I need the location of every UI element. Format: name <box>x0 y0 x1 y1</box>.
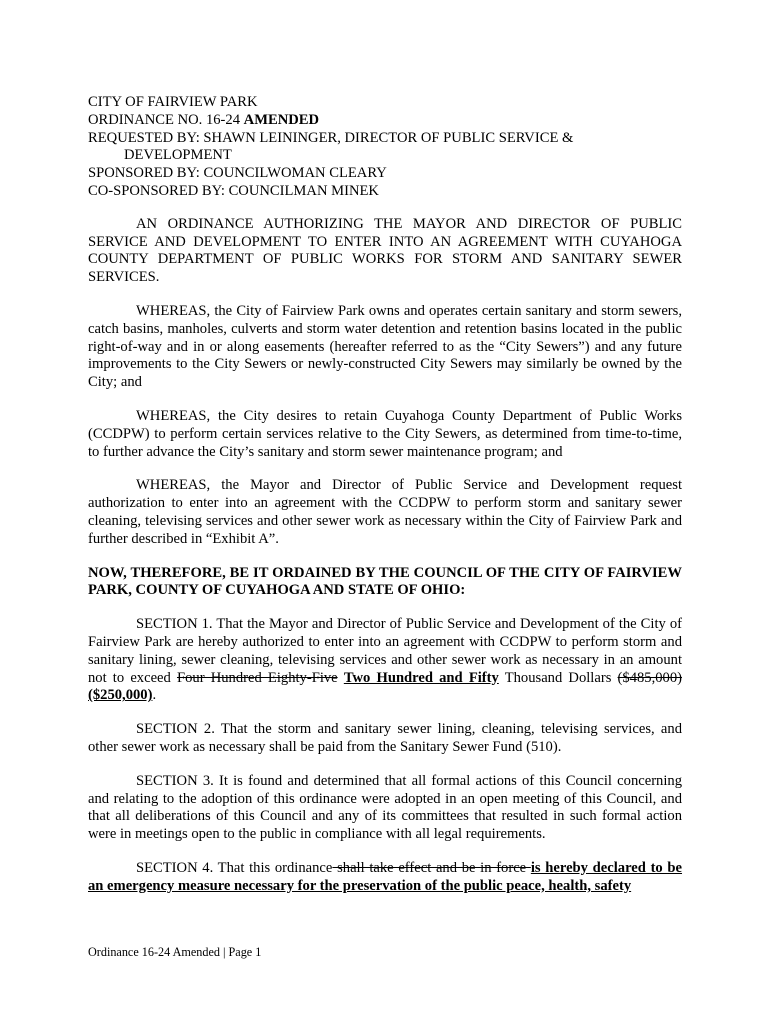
inserted-emergency-clause: is hereby declared to be an emergency measure necessary for the preservation of the public peace, health, safety <box>88 859 683 894</box>
requested-by-continued: DEVELOPMENT <box>124 147 232 164</box>
document-header <box>88 94 682 201</box>
inserted-amount-words: Two Hundred and Fifty <box>343 669 499 686</box>
ordained-clause: NOW, THEREFORE, BE IT ORDAINED BY THE COUNCIL OF THE CITY OF FAIRVIEW PARK, COUNTY OF CUYAHOGA AND STATE OF OHIO: <box>88 564 682 599</box>
page-footer: Ordinance 16-24 Amended | Page 1 <box>88 945 262 959</box>
section-4-text: SECTION 4. That this ordinance <box>136 859 333 876</box>
section-1-text-b: Thousand Dollars <box>498 669 618 686</box>
whereas-paragraph-3: WHEREAS, the Mayor and Director of Public Service and Development request authorization to enter into an agreement with the CCDPW to perform storm and sanitary sewer cleaning, televising services and other sewer work as necessary within the City of Fairview Park and further described in “Exhibit A”. <box>88 477 682 547</box>
document-page <box>88 94 682 895</box>
sponsored-by: SPONSORED BY: COUNCILWOMAN CLEARY <box>88 165 387 182</box>
cosponsored-by: CO-SPONSORED BY: COUNCILMAN MINEK <box>88 182 379 199</box>
city-name: CITY OF FAIRVIEW PARK <box>88 94 258 110</box>
section-2: SECTION 2. That the storm and sanitary sewer lining, cleaning, televising services, and other sewer work as necessary shall be paid from the Sanitary Sewer Fund (510). <box>88 721 682 755</box>
section-1 <box>88 616 682 705</box>
section-1-text: SECTION 1. That the Mayor and Director of Public Service and Development of the City of Fairview Park are hereby authorized to enter into an agreement with CCDPW to perform storm and sanitary lining, sewer cleaning, televising services and other sewer work as necessary in an amount not to exceed <box>88 616 682 686</box>
ordinance-number-text: ORDINANCE NO. 16-24 <box>88 111 244 128</box>
inserted-amount-figure: ($250,000) <box>88 687 153 704</box>
ordinance-number <box>88 112 682 130</box>
struck-amount-words: Four Hundred Eighty-Five <box>176 669 338 686</box>
section-4 <box>88 860 682 896</box>
section-3: SECTION 3. It is found and determined that all formal actions of this Council concerning and relating to the adoption of this ordinance were adopted in an open meeting of this Council, and that all deliberations of this Council and any of its committees that resulted in such formal action were in meetings open to the public in compliance with all legal requirements. <box>88 772 682 843</box>
struck-amount-figure: ($485,000) <box>617 669 682 686</box>
amended-label: AMENDED <box>243 111 320 128</box>
struck-effect-clause: shall take effect and be in force <box>332 859 531 876</box>
whereas-paragraph-2: WHEREAS, the City desires to retain Cuyahoga County Department of Public Works (CCDPW) to perform certain services relative to the City Sewers, as determined from time-to-time, to further advance the City’s sanitary and storm sewer maintenance program; and <box>88 407 682 460</box>
section-1-end: . <box>152 687 157 704</box>
requested-by: REQUESTED BY: SHAWN LEININGER, DIRECTOR OF PUBLIC SERVICE & <box>88 129 574 146</box>
whereas-paragraph-1: WHEREAS, the City of Fairview Park owns and operates certain sanitary and storm sewers, catch basins, manholes, culverts and storm water detention and retention basins located in the public right-of-way and in or along easements (hereafter referred to as the “City Sewers”) and any future improvements to the City Sewers or newly-constructed City Sewers may similarly be owned by the City; and <box>88 302 682 391</box>
ordinance-title: AN ORDINANCE AUTHORIZING THE MAYOR AND DIRECTOR OF PUBLIC SERVICE AND DEVELOPMENT TO ENTER INTO AN AGREEMENT WITH CUYAHOGA COUNTY DEPARTMENT OF PUBLIC WORKS FOR STORM AND SANITARY SEWER SERVICES. <box>88 215 682 286</box>
